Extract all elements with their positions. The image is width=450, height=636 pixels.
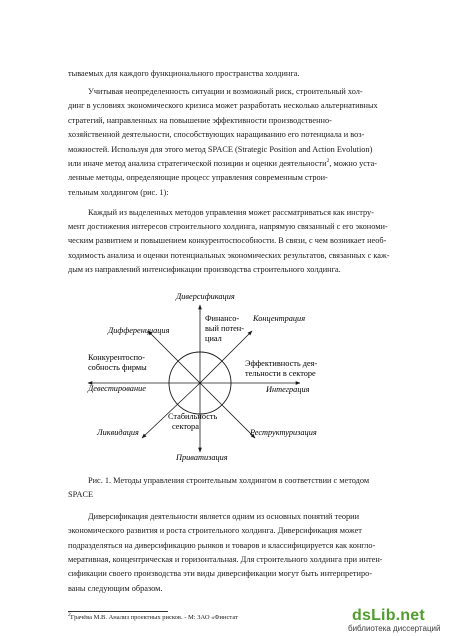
text-segment: или иначе метод анализа стратегической позиции и оценки деятельности [68, 159, 327, 168]
figure-caption: Рис. 1. Методы управления строительным холдингом в соответствии с методом [88, 476, 370, 485]
label-efficiency-1: Эффективность дея- [245, 359, 318, 368]
label-restructuring: Реструктуризация [250, 428, 317, 437]
text-line: хозяйственной деятельности, способствующих наращиванию его потенциала и воз- [68, 130, 365, 139]
footnote [68, 611, 238, 622]
text-line: мент достижения интересов строительного холдинга, напрямую связанный с его экономи- [68, 222, 388, 231]
text-line: ваны следующим образом. [68, 584, 163, 593]
text-line: сификации своего производства эти виды диверсификации могут быть интерпретиро- [68, 569, 373, 578]
text-line: экономического развития и роста строительного холдинга. Диверсификация может [68, 526, 362, 535]
figure-caption-continued: SPACE [68, 490, 94, 499]
axis-diagonal-restructuring [200, 383, 255, 438]
label-diversification: Диверсификация [176, 292, 235, 301]
label-competitive-1: Конкурентоспо- [88, 353, 145, 362]
text-line: Каждый из выделенных методов управления может рассматриваться как инстру- [88, 208, 374, 217]
footnote-text: Грачёва М.В. Анализ проектных рисков. - М: ЗАО «Финстат [70, 614, 238, 621]
text-line: тельным холдингом (рис. 1): [68, 188, 169, 197]
text-line: подразделяться на диверсификацию рынков и товаров и классифицируется как конгло- [68, 541, 376, 550]
dslib-logo[interactable]: dsLib.net [352, 607, 425, 624]
text-line: можностей. Используя для этого метод SPACE (Strategic Position and Action Evolution) [68, 145, 373, 154]
label-financial-1: Финансо- [205, 314, 240, 323]
label-competitive-2: собность фирмы [88, 363, 147, 372]
label-divestment: Девестирование [88, 384, 146, 393]
label-liquidation: Ликвидация [97, 428, 139, 437]
footnote-reference: 2 [326, 158, 330, 165]
text-line: ходимость анализа и оценки потенциальных экономических результатов, связанных с каж- [68, 251, 390, 260]
label-financial-3: циал [205, 334, 222, 343]
label-differentiation: Дифференциация [108, 326, 170, 335]
label-privatization: Приватизация [176, 453, 228, 462]
label-integration: Интеграция [266, 385, 310, 394]
text-line: тываемых для каждого функционального пространства холдинга. [68, 69, 300, 78]
text-line: стратегий, направленных на повышение эффективности производственно- [68, 116, 332, 125]
label-concentration: Концентрация [253, 314, 306, 323]
label-stability-2: сектора [172, 422, 199, 431]
text-segment: , можно уста- [329, 159, 378, 168]
text-line: динг в условиях экономического кризиса может разработать несколько альтернативных [68, 101, 378, 110]
footnote-mark: 2 [68, 611, 71, 618]
text-line: Диверсификация деятельности является одним из основных понятий теории [88, 512, 360, 521]
text-line: меративная, концентрическая и горизонтальная. Для строительного холдинга при интен- [68, 555, 383, 564]
text-line: Учитывая неопределенность ситуации и возможный риск, строительный хол- [88, 87, 363, 96]
footnote-rule [68, 611, 168, 612]
axis-diagonal-differentiation [148, 331, 200, 383]
text-line: ческим развитием и повышением конкурентоспособности. В связи, с чем возникает необ- [68, 236, 387, 245]
label-efficiency-2: тельности в секторе [245, 369, 316, 378]
label-stability-1: Стабильность [168, 412, 218, 421]
text-line: дым из направлений интенсификации производства строительного холдинга. [68, 265, 341, 274]
label-financial-2: вый потен- [205, 324, 244, 333]
dslib-logo-subtitle: библиотека диссертаций [348, 624, 441, 633]
text-line: ленные методы, определяющие процесс управления современным строи- [68, 173, 328, 182]
